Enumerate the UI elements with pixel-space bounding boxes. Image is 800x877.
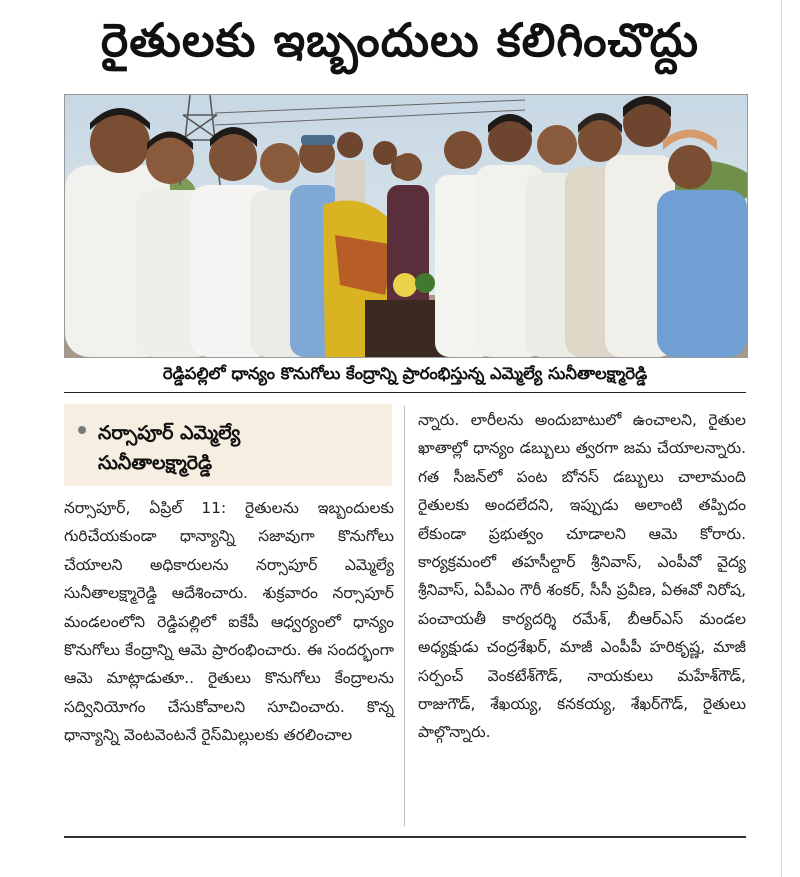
column-divider <box>404 406 405 826</box>
bullet-icon <box>78 426 86 434</box>
subhead-line-2: సునీతాలక్ష్మారెడ్డి <box>98 452 213 474</box>
article-body-right: న్నారు. లారీలను అందుబాటులో ఉంచాలని, రైతుల ఖాతాల్లో ధాన్యం డబ్బులు త్వరగా జమ చేయాలన్నారు. గత సీజన్‌లో పంట బోనస్ డబ్బులు చాలామంది రైతులకు అందలేదని, ఇప్పుడు అలాంటి తప్పిదం లేకుండా ప్రభుత్వం చూడాలని ఆమె కోరారు. కార్యక్రమంలో తహసీల్దార్ శ్రీనివాస్, ఎంపీవో వైద్య శ్రీనివాస్, ఏపీఎం గౌరీ శంకర్, సీసీ ప్రవీణ, ఏఈవో నిరోష, పంచాయతీ కార్యదర్శి రమేశ్, బీఆర్‌ఎస్ మండల అధ్యక్షుడు చంద్రశేఖర్, మాజీ ఎంపీపీ హరికృష్ణ, మాజీ సర్పంచ్ వెంకటేశ్‌గౌడ్, నాయకులు మహేశ్‌గౌడ్, రాజుగౌడ్, శేఖయ్య, కనకయ్య, శేఖర్‌గౌడ్, రైతులు పాల్గొన్నారు. <box>418 411 746 742</box>
group-photo-icon <box>65 95 747 357</box>
subhead-box <box>64 404 392 486</box>
photo-caption: రెడ్డిపల్లిలో ధాన్యం కొనుగోలు కేంద్రాన్ని ప్రారంభిస్తున్న ఎమ్మెల్యే సునీతాలక్ష్మారెడ్డి <box>64 358 746 393</box>
news-photo <box>64 94 748 358</box>
article-column-right <box>418 406 746 747</box>
subhead-line-1: నర్సాపూర్ ఎమ్మెల్యే <box>98 422 241 444</box>
page-edge <box>781 0 782 877</box>
headline: రైతులకు ఇబ్బందులు కలిగించొద్దు <box>100 13 700 67</box>
article-column-left <box>64 494 394 750</box>
article-body-left: నర్సాపూర్, ఏప్రిల్ 11: రైతులను ఇబ్బందులకు గురిచేయకుండా ధాన్యాన్ని సజావుగా కొనుగోలు చేయాలని అధికారులను నర్సాపూర్ ఎమ్మెల్యే సునీతాలక్ష్మారెడ్డి ఆదేశించారు. శుక్రవారం నర్సాపూర్ మండలంలోని రెడ్డిపల్లిలో ఐకేపీ ఆధ్వర్యంలో ధాన్యం కొనుగోలు కేంద్రాన్ని ఆమె ప్రారంభించారు. ఈ సందర్భంగా ఆమె మాట్లాడుతూ.. రైతులు కొనుగోలు కేంద్రాలను సద్వినియోగం చేసుకోవాలని సూచించారు. కొన్న ధాన్యాన్ని వెంటవెంటనే రైస్‌మిల్లులకు తరలించాల <box>64 499 394 745</box>
bottom-rule <box>64 836 746 838</box>
